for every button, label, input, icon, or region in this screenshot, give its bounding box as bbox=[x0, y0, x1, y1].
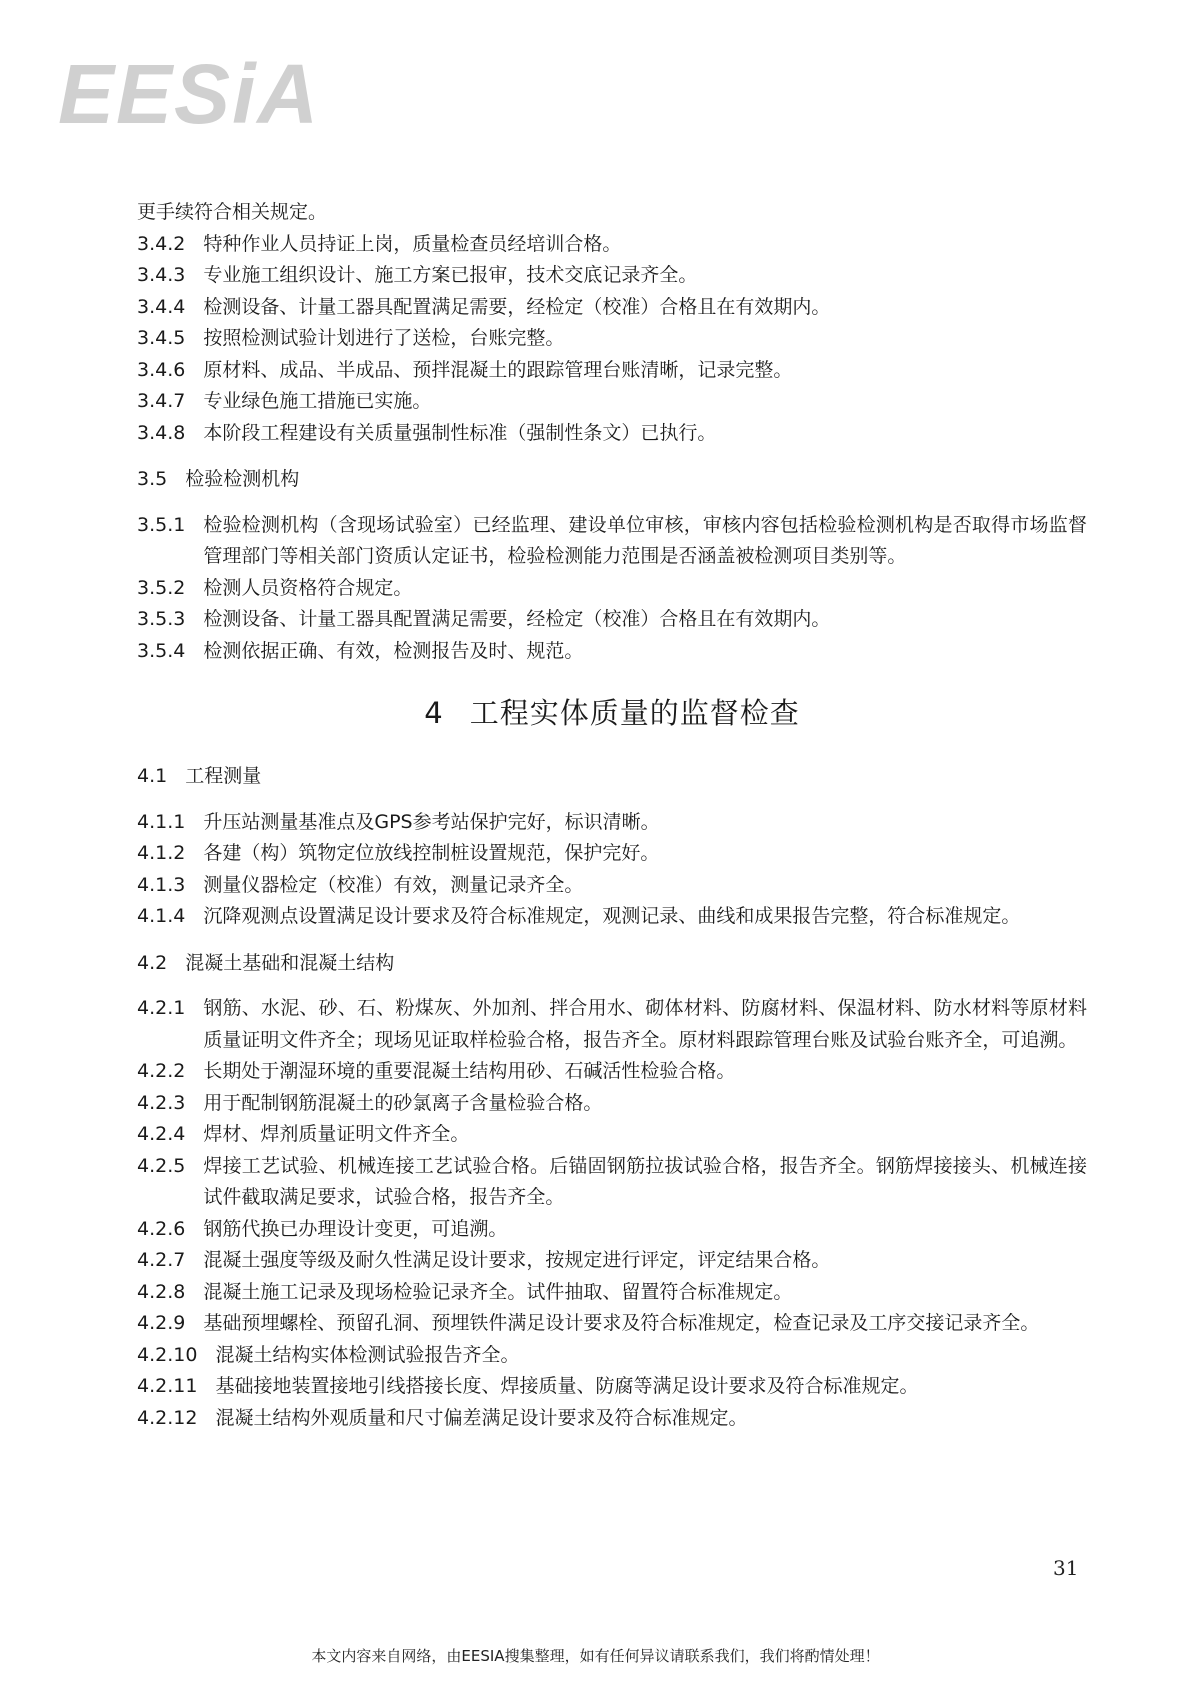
clause-text: 混凝土结构实体检测试验报告齐全。 bbox=[215, 1343, 520, 1366]
chapter-number: 4 bbox=[424, 696, 444, 730]
clause-item bbox=[137, 1056, 1087, 1088]
clause-number: 4.1.1 bbox=[137, 810, 186, 833]
clause-item bbox=[137, 1277, 1087, 1309]
clause-item bbox=[137, 636, 1087, 668]
clause-item bbox=[137, 418, 1087, 450]
clause-item bbox=[137, 1340, 1087, 1372]
section-heading-4-2 bbox=[137, 948, 1087, 980]
clause-text: 检测人员资格符合规定。 bbox=[203, 576, 413, 599]
clause-number: 3.4.4 bbox=[137, 295, 186, 318]
clause-text: 混凝土结构外观质量和尺寸偏差满足设计要求及符合标准规定。 bbox=[215, 1406, 748, 1429]
clause-item bbox=[137, 1308, 1087, 1340]
clause-text: 本阶段工程建设有关质量强制性标准（强制性条文）已执行。 bbox=[203, 421, 717, 444]
clause-text: 焊材、焊剂质量证明文件齐全。 bbox=[203, 1123, 470, 1145]
clause-text: 检测设备、计量工器具配置满足需要，经检定（校准）合格且在有效期内。 bbox=[203, 295, 831, 318]
clause-text: 检测依据正确、有效，检测报告及时、规范。 bbox=[203, 639, 584, 662]
section-3-5-items bbox=[137, 510, 1087, 668]
footer-notice: 本文内容来自网络，由EESIA搜集整理，如有任何异议请联系我们，我们将酌情处理！ bbox=[311, 1647, 880, 1665]
clause-number: 3.4.6 bbox=[137, 358, 186, 381]
document-body bbox=[137, 197, 1087, 1434]
clause-item bbox=[137, 1214, 1087, 1246]
clause-item bbox=[137, 838, 1087, 870]
section-heading-4-1 bbox=[137, 761, 1087, 793]
clause-item bbox=[137, 573, 1087, 605]
section-number: 3.5 bbox=[137, 468, 168, 490]
clause-item bbox=[137, 870, 1087, 902]
clause-text: 各建（构）筑物定位放线控制桩设置规范，保护完好。 bbox=[203, 842, 660, 864]
clause-text: 基础预埋螺栓、预留孔洞、预埋铁件满足设计要求及符合标准规定，检查记录及工序交接记录齐全。 bbox=[203, 1312, 1040, 1334]
clause-item bbox=[137, 510, 1087, 573]
clause-item bbox=[137, 993, 1087, 1056]
clause-number: 4.2.8 bbox=[137, 1280, 186, 1303]
section-heading-3-5 bbox=[137, 464, 1087, 496]
clause-text: 沉降观测点设置满足设计要求及符合标准规定，观测记录、曲线和成果报告完整，符合标准规定。 bbox=[203, 905, 1021, 927]
chapter-heading bbox=[137, 693, 1087, 733]
clause-number: 4.2.4 bbox=[137, 1123, 186, 1145]
clause-item bbox=[137, 901, 1087, 933]
clause-number: 3.4.5 bbox=[137, 327, 186, 349]
clause-item bbox=[137, 1371, 1087, 1403]
eesia-logo: EESiA bbox=[58, 47, 321, 141]
clause-number: 4.1.4 bbox=[137, 905, 186, 927]
clause-text: 钢筋代换已办理设计变更，可追溯。 bbox=[203, 1217, 508, 1240]
clause-item bbox=[137, 1151, 1087, 1214]
clause-item bbox=[137, 604, 1087, 636]
clause-text: 特种作业人员持证上岗，质量检查员经培训合格。 bbox=[203, 232, 622, 255]
clause-item bbox=[137, 1119, 1087, 1151]
section-4-1-items bbox=[137, 807, 1087, 933]
clause-text: 检验检测机构（含现场试验室）已经监理、建设单位审核，审核内容包括检验检测机构是否取得市场监督管理部门等相关部门资质认定证书，检验检测能力范围是否涵盖被检测项目类别等。 bbox=[203, 513, 1087, 567]
clause-number: 4.2.12 bbox=[137, 1406, 198, 1429]
clause-item bbox=[137, 292, 1087, 324]
section-title: 混凝土基础和混凝土结构 bbox=[185, 951, 395, 974]
clause-item bbox=[137, 1245, 1087, 1277]
clause-text: 长期处于潮湿环境的重要混凝土结构用砂、石碱活性检验合格。 bbox=[203, 1060, 736, 1082]
clause-number: 4.2.2 bbox=[137, 1060, 186, 1082]
clause-number: 3.5.3 bbox=[137, 608, 186, 630]
clause-text: 混凝土强度等级及耐久性满足设计要求，按规定进行评定，评定结果合格。 bbox=[203, 1249, 831, 1271]
clause-item bbox=[137, 355, 1087, 387]
clause-number: 4.2.1 bbox=[137, 997, 186, 1019]
clause-text: 测量仪器检定（校准）有效，测量记录齐全。 bbox=[203, 873, 584, 896]
page-number: 31 bbox=[1053, 1556, 1079, 1580]
clause-number: 3.4.3 bbox=[137, 264, 186, 286]
section-number: 4.2 bbox=[137, 951, 168, 974]
clause-number: 4.2.9 bbox=[137, 1312, 186, 1334]
clause-text: 检测设备、计量工器具配置满足需要，经检定（校准）合格且在有效期内。 bbox=[203, 608, 831, 630]
clause-item bbox=[137, 229, 1087, 261]
section-title: 检验检测机构 bbox=[185, 468, 300, 490]
clause-text: 原材料、成品、半成品、预拌混凝土的跟踪管理台账清晰，记录完整。 bbox=[203, 358, 793, 381]
clause-item bbox=[137, 386, 1087, 418]
clause-item bbox=[137, 1403, 1087, 1435]
clause-number: 4.1.2 bbox=[137, 842, 186, 864]
clause-text: 专业绿色施工措施已实施。 bbox=[203, 390, 432, 412]
clause-text: 按照检测试验计划进行了送检，台账完整。 bbox=[203, 327, 565, 349]
clause-number: 3.5.4 bbox=[137, 639, 186, 662]
clause-number: 3.4.7 bbox=[137, 390, 186, 412]
clause-number: 3.4.8 bbox=[137, 421, 186, 444]
clause-number: 4.2.6 bbox=[137, 1217, 186, 1240]
clause-text: 用于配制钢筋混凝土的砂氯离子含量检验合格。 bbox=[203, 1091, 603, 1114]
clause-number: 3.5.2 bbox=[137, 576, 186, 599]
section-3-4-items bbox=[137, 229, 1087, 450]
clause-item bbox=[137, 323, 1087, 355]
chapter-title: 工程实体质量的监督检查 bbox=[469, 696, 800, 730]
clause-item bbox=[137, 260, 1087, 292]
clause-text: 钢筋、水泥、砂、石、粉煤灰、外加剂、拌合用水、砌体材料、防腐材料、保温材料、防水材料等原材料质量证明文件齐全；现场见证取样检验合格，报告齐全。原材料跟踪管理台账及试验台账齐全，可追溯。 bbox=[203, 997, 1087, 1051]
clause-text: 基础接地装置接地引线搭接长度、焊接质量、防腐等满足设计要求及符合标准规定。 bbox=[215, 1375, 919, 1397]
clause-number: 4.2.7 bbox=[137, 1249, 186, 1271]
clause-text: 升压站测量基准点及GPS参考站保护完好，标识清晰。 bbox=[203, 810, 660, 833]
clause-item bbox=[137, 1088, 1087, 1120]
clause-number: 4.1.3 bbox=[137, 873, 186, 896]
continued-paragraph: 更手续符合相关规定。 bbox=[137, 201, 328, 223]
section-number: 4.1 bbox=[137, 765, 168, 787]
section-title: 工程测量 bbox=[185, 765, 262, 787]
section-4-2-items bbox=[137, 993, 1087, 1434]
clause-number: 4.2.10 bbox=[137, 1343, 198, 1366]
clause-number: 3.4.2 bbox=[137, 232, 186, 255]
clause-number: 4.2.11 bbox=[137, 1375, 198, 1397]
clause-number: 3.5.1 bbox=[137, 513, 186, 536]
clause-item bbox=[137, 807, 1087, 839]
clause-number: 4.2.3 bbox=[137, 1091, 186, 1114]
clause-text: 焊接工艺试验、机械连接工艺试验合格。后锚固钢筋拉拔试验合格，报告齐全。钢筋焊接接头、机械连接试件截取满足要求，试验合格，报告齐全。 bbox=[203, 1154, 1087, 1208]
clause-text: 专业施工组织设计、施工方案已报审，技术交底记录齐全。 bbox=[203, 264, 698, 286]
clause-text: 混凝土施工记录及现场检验记录齐全。试件抽取、留置符合标准规定。 bbox=[203, 1280, 793, 1303]
clause-number: 4.2.5 bbox=[137, 1154, 186, 1177]
